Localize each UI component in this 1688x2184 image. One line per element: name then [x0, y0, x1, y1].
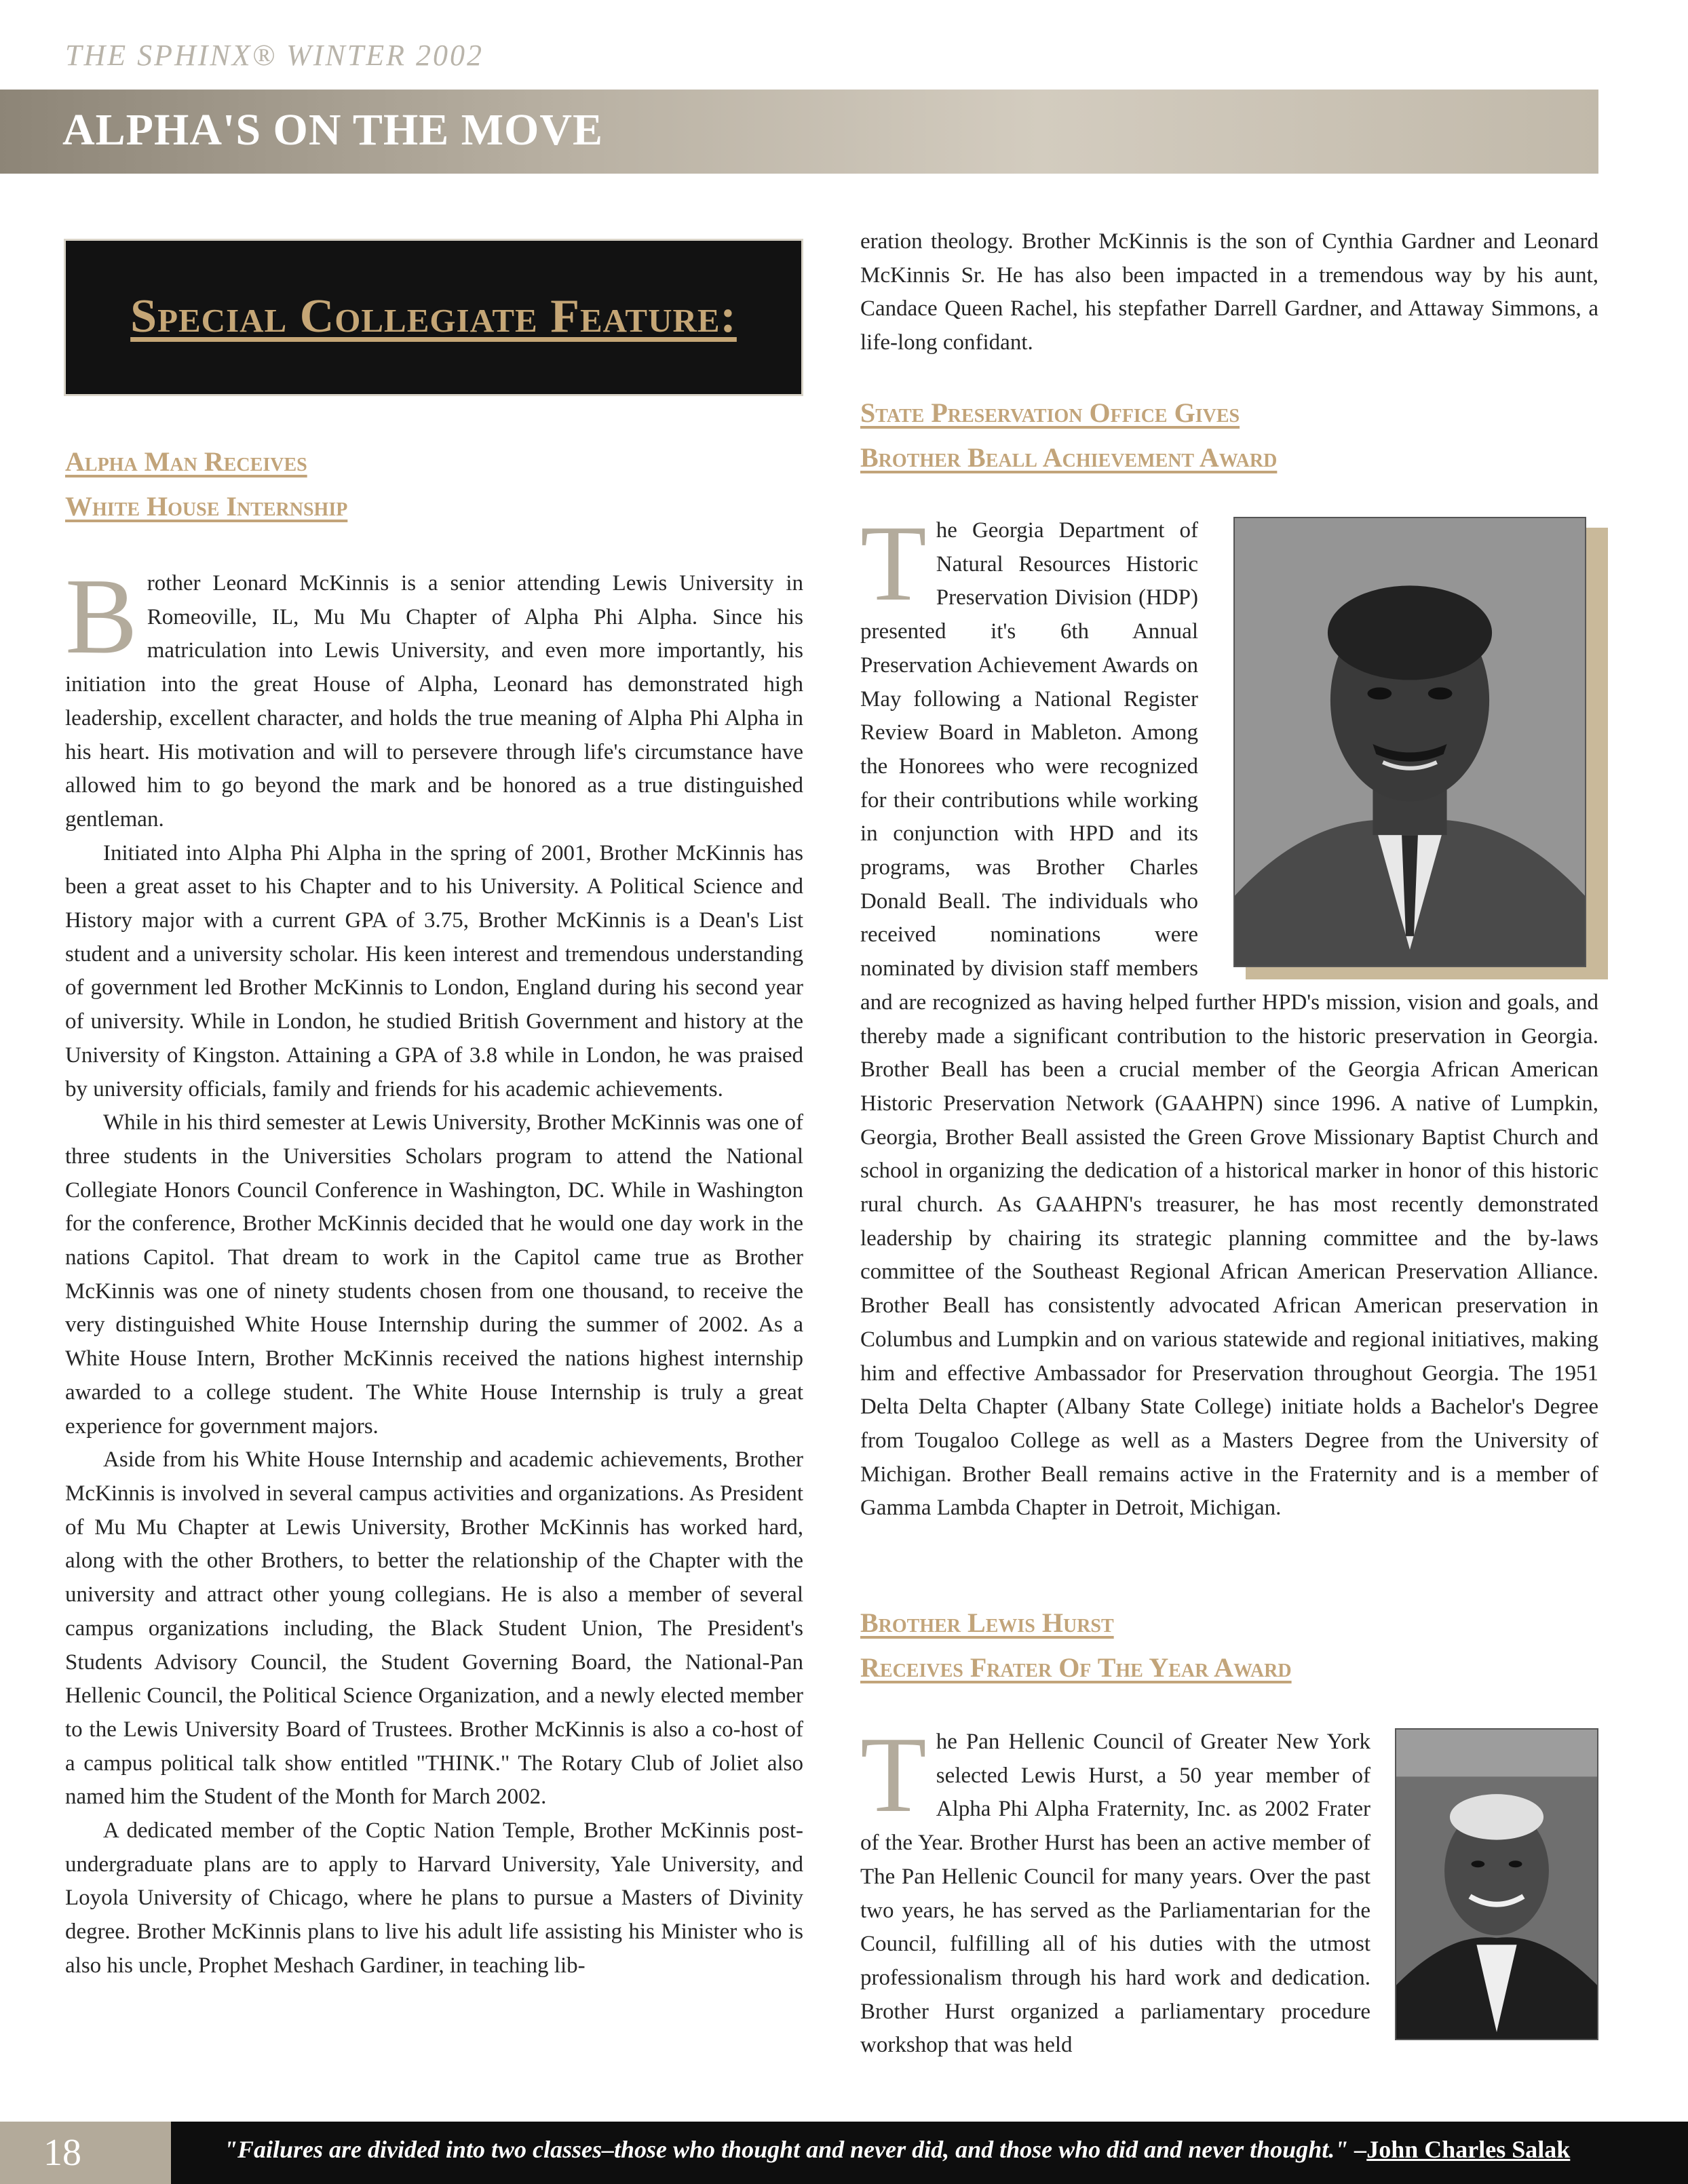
headline-line: Alpha Man Receives — [65, 446, 307, 477]
running-head: THE SPHINX® WINTER 2002 — [65, 39, 484, 72]
article-body-internship — [65, 555, 803, 1983]
article-continuation — [860, 225, 1598, 360]
beall-portrait-photo — [1233, 517, 1586, 967]
paragraph: A dedicated member of the Coptic Nation Temple, Brother McKinnis post-undergraduate plans are to apply to Harvard University, Yale University, and Loyola University of Chicago, where he plans to pursue a Masters of Divinity degree. Brother McKinnis plans to live his adult life assisting his Minister who is also his uncle, Prophet Meshach Gardiner, in teaching lib- — [65, 1818, 803, 1978]
quote-text: "Failures are divided into two classes–those who thought and never did, and those who did and never thought." – — [224, 2136, 1367, 2163]
feature-box — [64, 239, 803, 396]
paragraph-text: he Georgia Department of Natural Resources Historic Preservation Division (HDP) presented it's 6th Annual Preservation Achievement Awards on May following a National Register Review Board in Mableton. Among the Honorees who were recognized for their contributions while working in conjunction with HPD and its programs, was Brother Charles Donald Beall. The individuals who received nominations were nominated by division staff members and are recognized as having helped further HPD's mission, vision and goals, and thereby made a significant contribution to the historic preservation in Georgia. Brother Beall has been a crucial member of the Georgia African American Historic Preservation Network (GAAHPN) since 1996. A native of Lumpkin, Georgia, Brother Beall assisted the Green Grove Missionary Baptist Church and school in organizing the dedication of a historical marker in honor of this historic rural church. As GAAHPN's treasurer, he has most recently demonstrated leadership by chairing its strategic planning committee and the by-laws committee of the Southeast Regional African American Preservation Alliance. Brother Beall has consistently advocated African American preservation in Columbus and Lumpkin and on various statewide and regional initiatives, making him and effective Ambassador for Preservation throughout Georgia. The 1951 Delta Delta Chapter (Albany State College) initiate holds a Bachelor's Degree from Tougaloo College as well as a Masters Degree from the University of Michigan. Brother Beall remains active in the Fraternity and is a member of Gamma Lambda Chapter in Detroit, Michigan. — [860, 518, 1598, 1521]
page-footer — [0, 2122, 1688, 2184]
paragraph: Initiated into Alpha Phi Alpha in the spring of 2001, Brother McKinnis has been a great asset to his Chapter and to his University. A Political Science and History major with a current GPA of 3.75, Brother McKinnis is a Dean's List student and a university scholar. His keen interest and tremendous understanding of government led Brother McKinnis to London, England during his second year of university. While in London, he studied British Government and history at the University of Kingston. Attaining a GPA of 3.8 while in London, he was praised by university officials, family and friends for his academic achievements. — [65, 840, 803, 1101]
paragraph-text: he Pan Hellenic Council of Greater New York selected Lewis Hurst, a 50 year member of Alpha Phi Alpha Fraternity, Inc. as 2002 Frater of the Year. Brother Hurst has been an active member of The Pan Hellenic Council for many years. Over the past two years, he has served as the Parliamentarian for the Council, fulfilling all of his duties with the utmost professionalism through his hard work and dedication. Brother Hurst organized a parliamentary procedure workshop that was held — [860, 1730, 1370, 2058]
paragraph: Aside from his White House Internship and academic achievements, Brother McKinnis is involved in several campus activities and organizations. As President of Mu Mu Chapter at Lewis University, Brother McKinnis has worked hard, along with the other Brothers, to better the relationship of the Chapter with the university and attract other young collegians. He is also a member of several campus organizations including, the Black Student Union, The President's Students Advisory Council, the Student Governing Board, the National-Pan Hellenic Council, the Political Science Organization, and a newly elected member to the Lewis University Board of Trustees. Brother McKinnis is also a co-host of a campus political talk show entitled "THINK." The Rotary Club of Joliet also named him the Student of the Month for March 2002. — [65, 1447, 803, 1810]
quote-author: John Charles Salak — [1366, 2136, 1571, 2163]
headline-line: White House Internship — [65, 491, 348, 522]
portrait-illustration — [1235, 518, 1585, 966]
headline-line: Brother Lewis Hurst — [860, 1607, 1114, 1638]
drop-cap: T — [860, 503, 927, 623]
page-number-tab — [0, 2122, 171, 2184]
hurst-portrait-photo — [1395, 1728, 1598, 2040]
article-headline-beall — [860, 391, 1277, 480]
portrait-illustration — [1396, 1730, 1597, 2039]
page-number: 18 — [43, 2132, 81, 2174]
paragraph-text: rother Leonard McKinnis is a senior attending Lewis University in Romeoville, IL, Mu Mu Chapter of Alpha Phi Alpha. Since his matriculation into Lewis University, and even more importantly, his initiation into the great House of Alpha, Leonard has demonstrated high leadership, excellent character, and holds the true meaning of Alpha Phi Alpha in his heart. His motivation and will to persevere through life's circumstance have allowed him to go beyond the mark and be honored as a true distinguished gentleman. — [65, 571, 803, 832]
headline-line: State Preservation Office Gives — [860, 397, 1240, 428]
paragraph — [860, 1714, 1370, 2063]
article-headline-internship — [65, 440, 347, 529]
drop-cap: T — [860, 1714, 927, 1835]
section-banner — [0, 90, 1598, 174]
drop-cap: B — [65, 555, 138, 676]
paragraph — [65, 555, 803, 837]
headline-line: Receives Frater Of The Year Award — [860, 1652, 1292, 1683]
article-headline-hurst — [860, 1601, 1292, 1690]
banner-title: ALPHA'S ON THE MOVE — [62, 105, 604, 155]
paragraph: eration theology. Brother McKinnis is the son of Cynthia Gardner and Leonard McKinnis Sr. He has also been impacted in a tremendous way by his aunt, Candace Queen Rachel, his stepfather Darrell Gardner, and Attaway Simmons, a life-long confidant. — [860, 229, 1598, 355]
paragraph: While in his third semester at Lewis University, Brother McKinnis was one of three students in the Universities Scholars program to attend the National Collegiate Honors Council Conference in Washington, DC. While in Washington for the conference, Brother McKinnis decided that he would one day work in the nations Capitol. That dream to work in the Capitol came true as Brother McKinnis was one of ninety students chosen from one thousand, to receive the very distinguished White House Internship during the summer of 2002. As a White House Intern, Brother McKinnis received the nations highest internship awarded to a college student. The White House Internship is truly a great experience for government majors. — [65, 1110, 803, 1439]
footer-quote — [224, 2135, 1662, 2164]
article-body-hurst — [860, 1714, 1370, 2063]
feature-title: Special Collegiate Feature: — [130, 290, 737, 343]
headline-line: Brother Beall Achievement Award — [860, 442, 1278, 473]
